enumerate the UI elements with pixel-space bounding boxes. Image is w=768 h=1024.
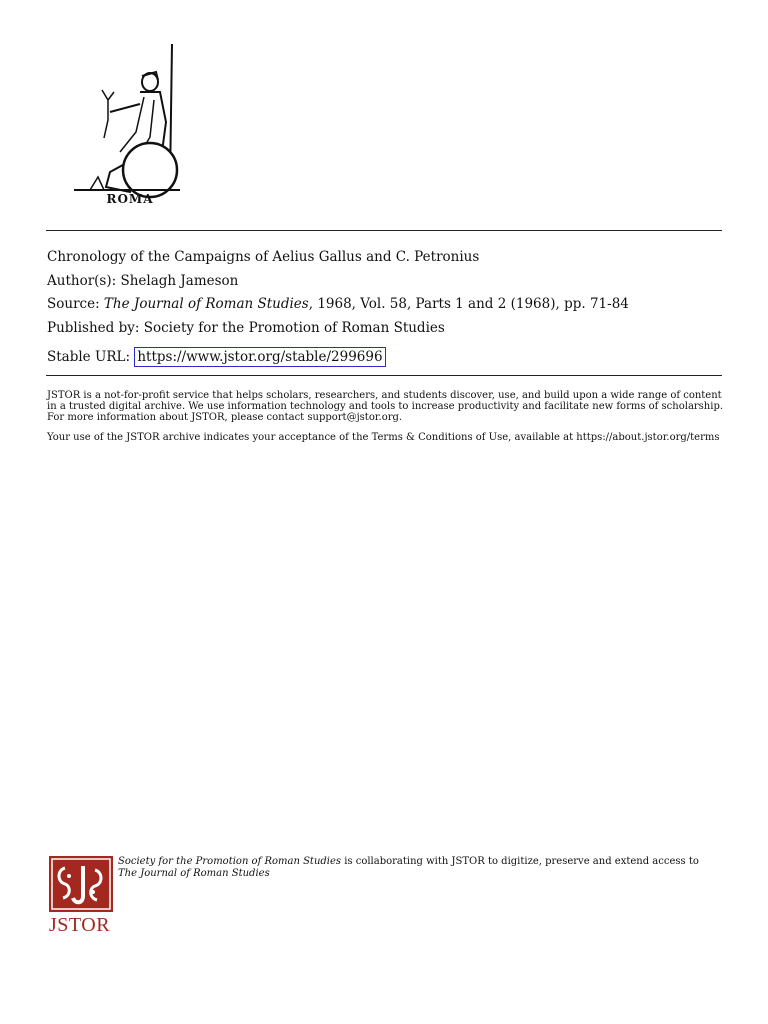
jstor-logo bbox=[49, 856, 115, 936]
footer-collaboration-text bbox=[118, 856, 718, 880]
footer-publisher: Society for the Promotion of Roman Studies bbox=[118, 856, 342, 867]
source-journal: The Journal of Roman Studies bbox=[103, 296, 309, 312]
footer-middle-text: is collaborating with JSTOR to digitize, preserve and extend access to bbox=[341, 856, 699, 867]
source-line bbox=[47, 296, 629, 312]
source-details: , 1968, Vol. 58, Parts 1 and 2 (1968), pp. 71-84 bbox=[308, 296, 629, 312]
stable-url-link[interactable]: https://www.jstor.org/stable/299696 bbox=[134, 347, 385, 367]
publisher-line bbox=[47, 320, 445, 336]
author-name: Shelagh Jameson bbox=[120, 273, 239, 289]
roma-figure-icon bbox=[70, 42, 185, 210]
publisher-name: Society for the Promotion of Roman Studies bbox=[143, 320, 445, 336]
author-label: Author(s): bbox=[47, 273, 117, 289]
roma-caption: ROMA bbox=[106, 192, 154, 206]
footer-journal: The Journal of Roman Studies bbox=[118, 868, 270, 879]
jstor-emblem-icon bbox=[49, 856, 113, 912]
publisher-label: Published by: bbox=[47, 320, 140, 336]
jstor-wordmark: JSTOR bbox=[49, 914, 111, 936]
source-label: Source: bbox=[47, 296, 100, 312]
stable-url-line bbox=[47, 347, 386, 367]
article-title: Chronology of the Campaigns of Aelius Gallus and C. Petronius bbox=[47, 249, 480, 265]
stable-url-label: Stable URL: bbox=[47, 349, 131, 365]
terms-notice-paragraph: Your use of the JSTOR archive indicates your acceptance of the Terms & Conditions of Use, available at https://about.jstor.org/terms bbox=[47, 432, 720, 443]
author-line bbox=[47, 273, 238, 289]
roma-logo bbox=[70, 42, 185, 210]
jstor-notice-paragraph: JSTOR is a not-for-profit service that helps scholars, researchers, and students discover, use, and build upon a wide range of content in a trusted digital archive. We use information technology and tools to increase productivity and facilitate new forms of scholarship. For more information about JSTOR, please contact support@jstor.org. bbox=[47, 390, 724, 423]
middle-divider bbox=[46, 375, 722, 376]
top-divider bbox=[46, 230, 722, 231]
